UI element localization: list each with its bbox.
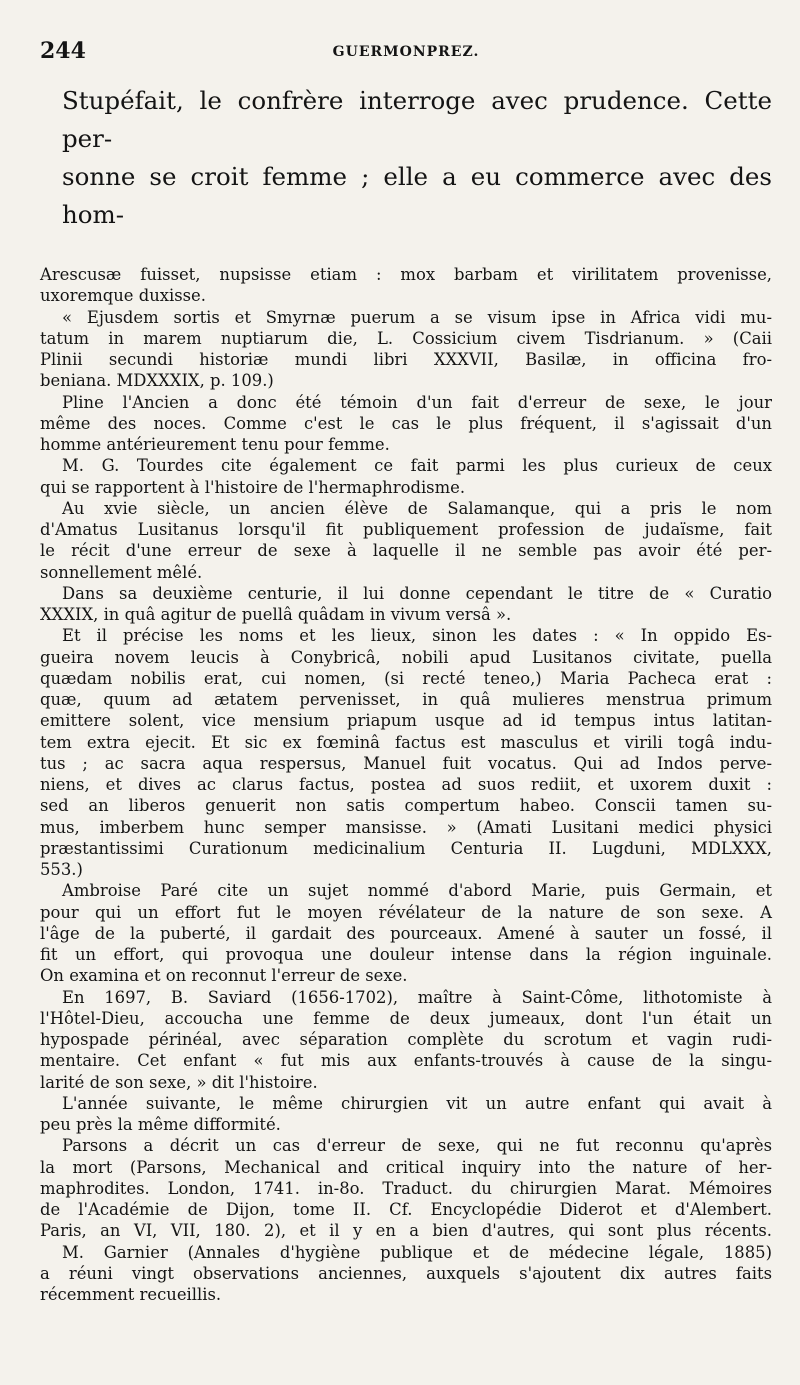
text-line: On examina et on reconnut l'erreur de sexe. bbox=[40, 966, 408, 986]
text-line: sed an liberos genuerit non satis compertum habeo. Conscii tamen su- bbox=[40, 796, 772, 816]
text-line: de l'Académie de Dijon, tome II. Cf. Encyclopédie Diderot et d'Alembert. bbox=[40, 1200, 772, 1219]
text-line: a réuni vingt observations anciennes, auxquels s'ajoutent dix autres faits bbox=[40, 1263, 772, 1283]
text-line: d'Amatus Lusitanus lorsqu'il fit publiquement profession de judaïsme, fait bbox=[40, 520, 772, 539]
text-line: tem extra ejecit. Et sic ex fœminâ factus est masculus et virili togâ indu- bbox=[40, 732, 772, 752]
text-line: fit un effort, qui provoqua une douleur intense dans la région inguinale. bbox=[40, 945, 772, 964]
text-line: quæ, quum ad ætatem pervenisset, in quâ mulieres menstrua primum bbox=[40, 690, 772, 709]
text-line: l'âge de la puberté, il gardait des pourceaux. Amené à sauter un fossé, il bbox=[40, 923, 772, 943]
text-line: Paris, an VI, VII, 180. 2), et il y en a bien d'autres, qui sont plus récents. bbox=[40, 1221, 772, 1241]
text-line: Arescusæ fuisset, nupsisse etiam : mox barbam et virilitatem provenisse, bbox=[40, 265, 772, 284]
text-line: pour qui un effort fut le moyen révélateur de la nature de son sexe. A bbox=[40, 902, 772, 922]
text-line: tatum in marem nuptiarum die, L. Cossicium civem Tisdrianum. » (Caii bbox=[40, 328, 772, 348]
text-line: même des noces. Comme c'est le cas le plus fréquent, il s'agissait d'un bbox=[40, 413, 772, 433]
text-line: mentaire. Cet enfant « fut mis aux enfants-trouvés à cause de la singu- bbox=[40, 1051, 772, 1071]
text-line: hypospade périnéal, avec séparation complète du scrotum et vagin rudi- bbox=[40, 1030, 772, 1049]
text-line: Pline l'Ancien a donc été témoin d'un fait d'erreur de sexe, le jour bbox=[62, 392, 772, 412]
text-line: quædam nobilis erat, cui nomen, (si recté teneo,) Maria Pacheca erat : bbox=[40, 668, 772, 688]
text-line: qui se rapportent à l'histoire de l'hermaphrodisme. bbox=[40, 477, 466, 497]
text-line: peu près la même difformité. bbox=[40, 1115, 281, 1134]
text-line: præstantissimi Curationum medicinalium Centuria II. Lugduni, MDLXXX, bbox=[40, 838, 772, 858]
text-line: maphrodites. London, 1741. in-8o. Traduct. du chirurgien Marat. Mémoires bbox=[40, 1178, 772, 1198]
text-line: emittere solent, vice mensium priapum usque ad id tempus intus latitan- bbox=[40, 711, 772, 731]
text-line: XXXIX, in quâ agitur de puellâ quâdam in vivum versâ ». bbox=[40, 605, 512, 624]
text-line: beniana. MDXXXIX, p. 109.) bbox=[40, 371, 274, 391]
text-line: larité de son sexe, » dit l'histoire. bbox=[40, 1072, 318, 1092]
text-line: 553.) bbox=[40, 860, 83, 879]
running-header bbox=[40, 38, 772, 68]
text-line: En 1697, B. Saviard (1656-1702), maître à Saint-Côme, lithotomiste à bbox=[62, 987, 772, 1007]
text-line: la mort (Parsons, Mechanical and critical inquiry into the nature of her- bbox=[40, 1157, 772, 1177]
body-text bbox=[40, 264, 772, 1305]
text-line: Dans sa deuxième centurie, il lui donne cependant le titre de « Curatio bbox=[62, 583, 772, 603]
text-line: gueira novem leucis à Conybricâ, nobili apud Lusitanos civitate, puella bbox=[40, 647, 772, 667]
text-line: mus, imberbem hunc semper mansisse. » (Amati Lusitani medici physici bbox=[40, 817, 772, 837]
intro-line: Stupéfait, le confrère interroge avec prudence. Cette per- bbox=[62, 86, 772, 153]
text-line: homme antérieurement tenu pour femme. bbox=[40, 435, 390, 454]
text-line: Et il précise les noms et les lieux, sinon les dates : « In oppido Es- bbox=[62, 626, 772, 646]
text-line: M. G. Tourdes cite également ce fait parmi les plus curieux de ceux bbox=[62, 456, 772, 476]
text-line: « Ejusdem sortis et Smyrnæ puerum a se visum ipse in Africa vidi mu- bbox=[62, 307, 772, 327]
text-line: Parsons a décrit un cas d'erreur de sexe, qui ne fut reconnu qu'après bbox=[62, 1136, 772, 1156]
text-line: M. Garnier (Annales d'hygiène publique et de médecine légale, 1885) bbox=[62, 1242, 772, 1262]
intro-line: sonne se croit femme ; elle a eu commerce avec des hom- bbox=[62, 162, 772, 229]
text-line: sonnellement mêlé. bbox=[40, 562, 203, 582]
text-line: Ambroise Paré cite un sujet nommé d'abord Marie, puis Germain, et bbox=[62, 881, 772, 901]
text-line: l'Hôtel-Dieu, accoucha une femme de deux jumeaux, dont l'un était un bbox=[40, 1008, 772, 1028]
running-title: GUERMONPREZ. bbox=[332, 44, 480, 60]
page-number: 244 bbox=[40, 38, 86, 64]
text-line: Au xvie siècle, un ancien élève de Salamanque, qui a pris le nom bbox=[62, 498, 772, 518]
intro-paragraph bbox=[62, 82, 772, 234]
text-line: uxoremque duxisse. bbox=[40, 286, 206, 306]
text-line: récemment recueillis. bbox=[40, 1285, 222, 1304]
text-line: Plinii secundi historiæ mundi libri XXXVII, Basilæ, in officina fro- bbox=[40, 350, 772, 369]
text-line: niens, et dives ac clarus factus, postea ad suos rediit, et uxorem duxit : bbox=[40, 775, 772, 794]
text-line: le récit d'une erreur de sexe à laquelle il ne semble pas avoir été per- bbox=[40, 541, 772, 561]
text-line: tus ; ac sacra aqua respersus, Manuel fuit vocatus. Qui ad Indos perve- bbox=[40, 753, 772, 773]
text-line: L'année suivante, le même chirurgien vit un autre enfant qui avait à bbox=[62, 1093, 772, 1113]
